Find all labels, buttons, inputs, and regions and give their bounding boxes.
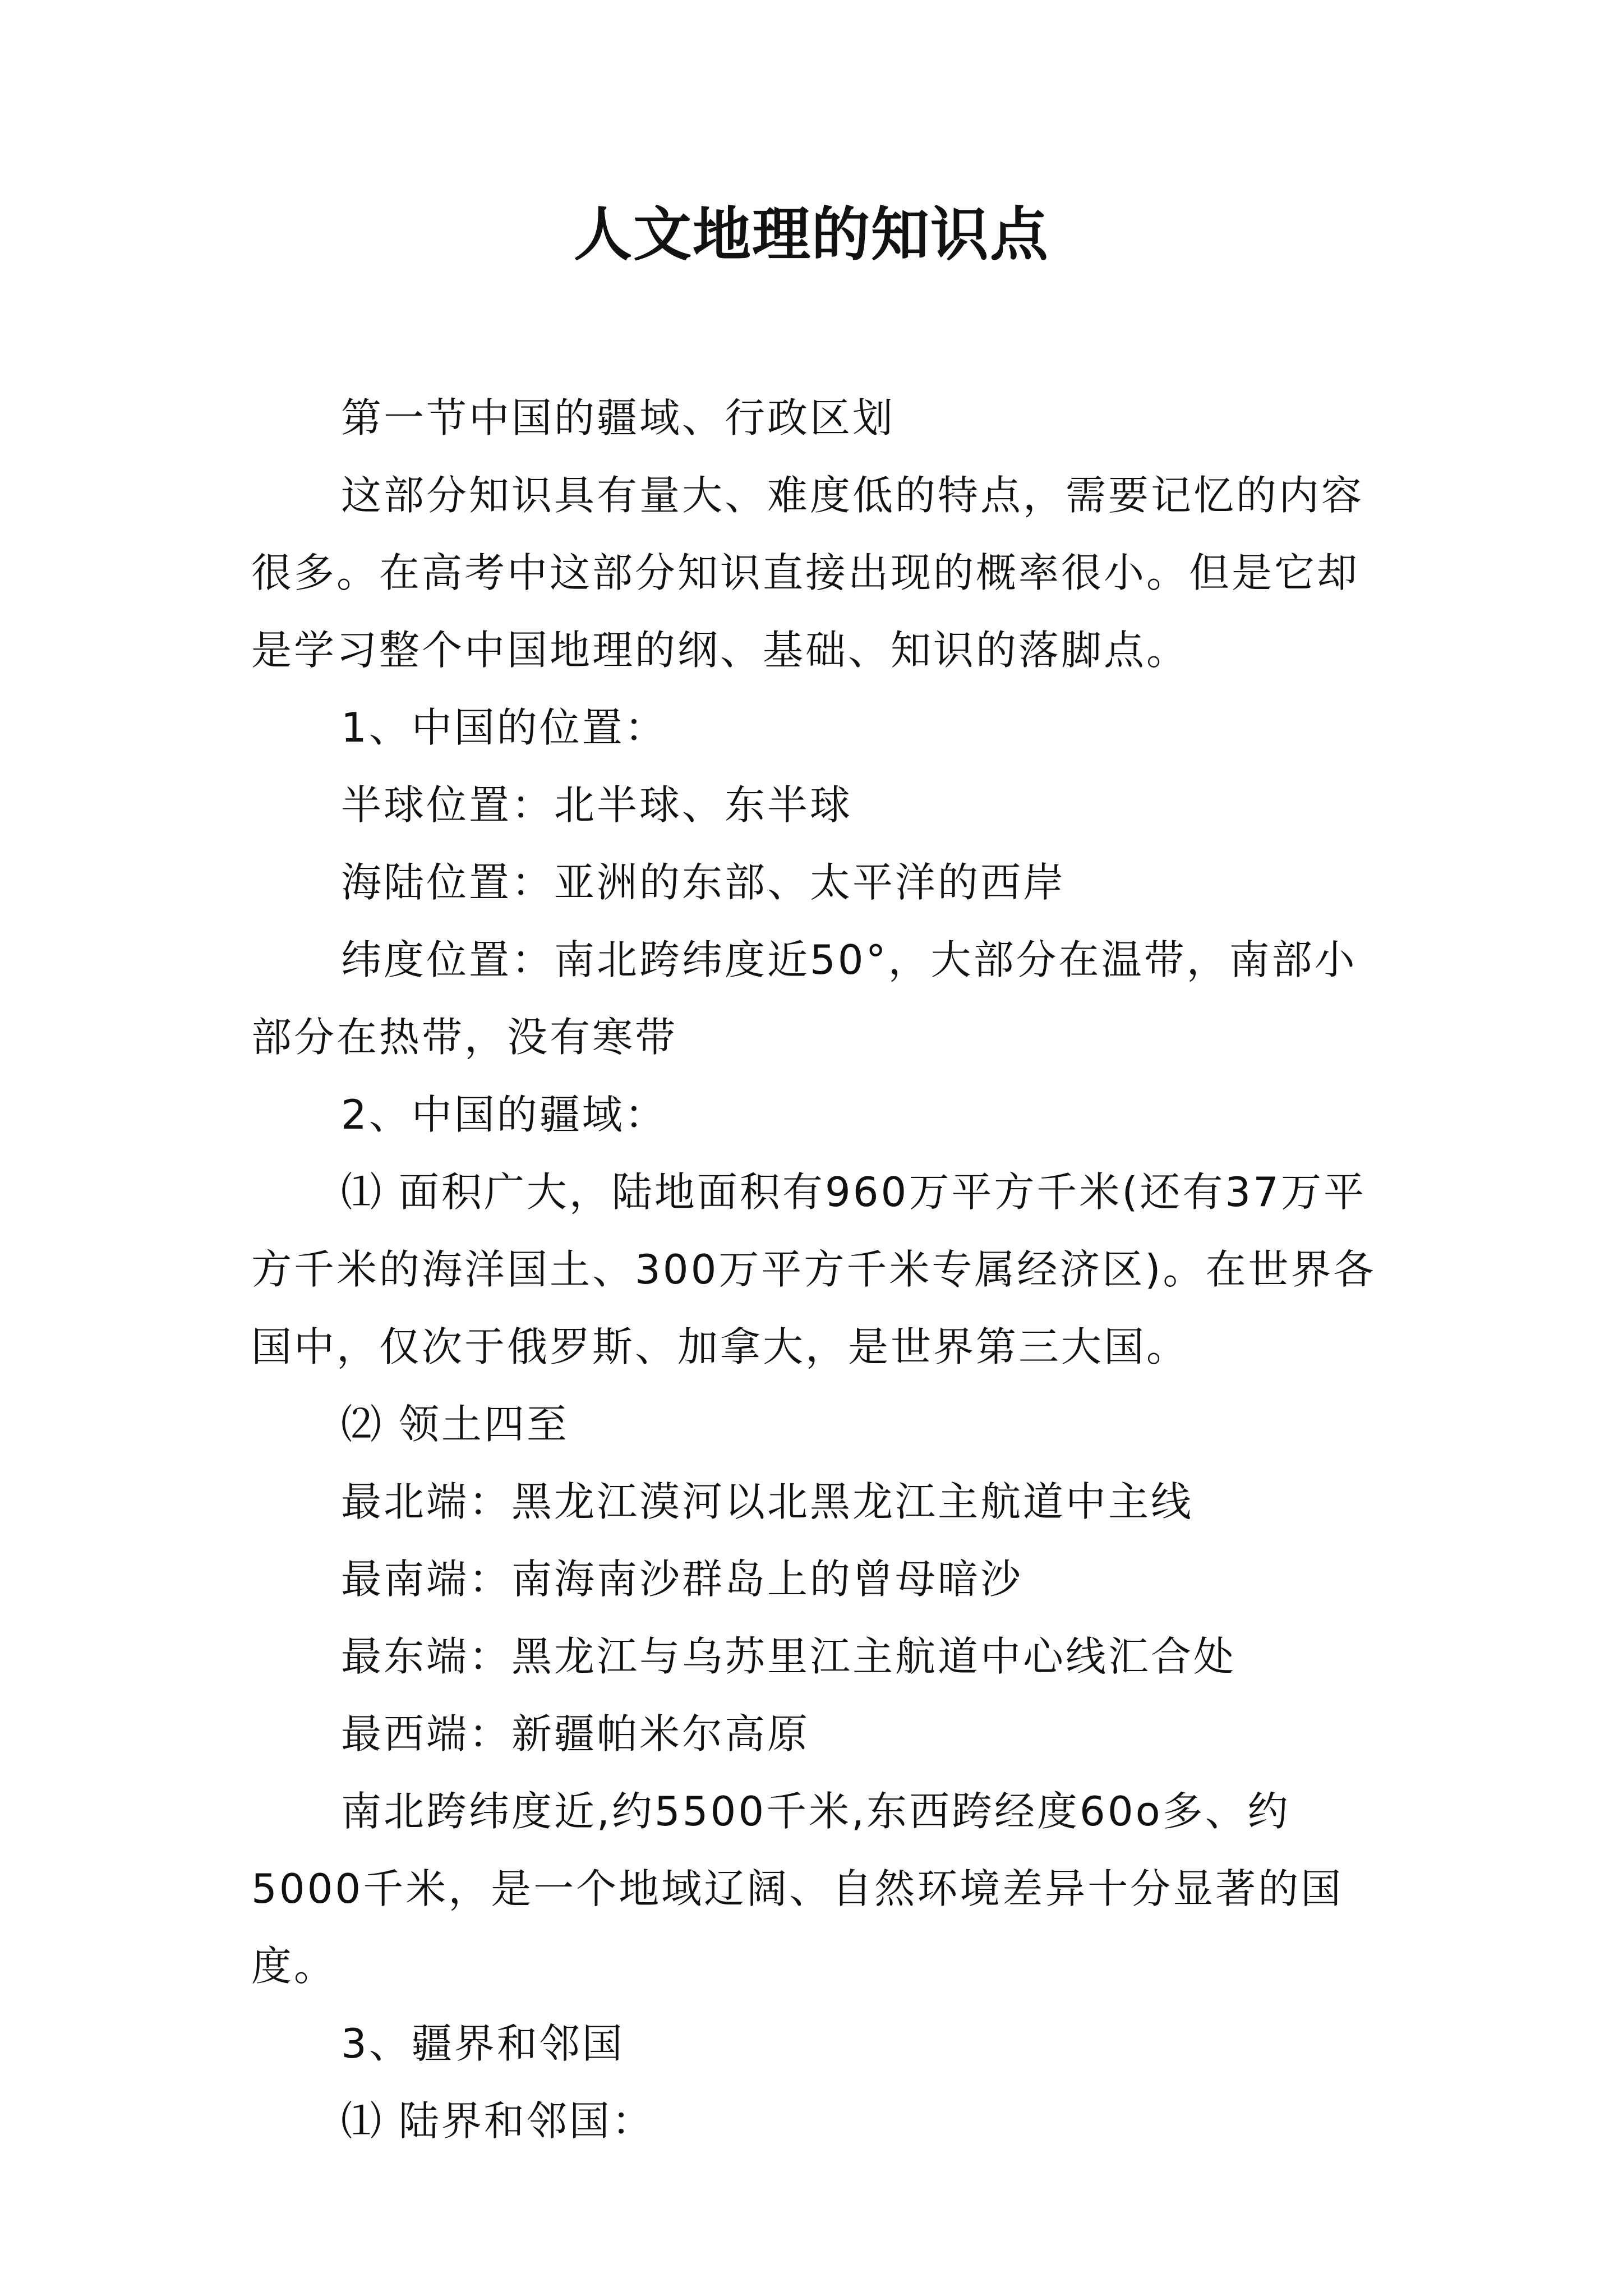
document-body [251, 379, 1390, 2160]
land-borders-heading: ⑴ 陆界和邻国： [341, 2097, 654, 2145]
area-paragraph: ⑴ 面积广大，陆地面积有960万平方千米(还有37万平方千米的海洋国土、300万平方千米专属经济区)。在世界各国中，仅次于俄罗斯、加拿大，是世界第三大国。 [251, 1168, 1376, 1370]
subheading-territory: 2、中国的疆域： [341, 1091, 667, 1138]
hemisphere-position: 半球位置：北半球、东半球 [341, 781, 853, 829]
section-heading: 第一节中国的疆域、行政区划 [341, 394, 896, 441]
latitude-position: 纬度位置：南北跨纬度近50°，大部分在温带，南部小部分在热带，没有寒带 [251, 936, 1357, 1061]
land-sea-position: 海陆位置：亚洲的东部、太平洋的西岸 [341, 859, 1066, 906]
southernmost-point: 最南端：南海南沙群岛上的曾母暗沙 [341, 1556, 1023, 1603]
intro-paragraph: 这部分知识具有量大、难度低的特点，需要记忆的内容很多。在高考中这部分知识直接出现的概率很小。但是它却是学习整个中国地理的纲、基础、知识的落脚点。 [251, 472, 1364, 674]
westernmost-point: 最西端：新疆帕米尔高原 [341, 1710, 810, 1757]
subheading-borders: 3、疆界和邻国 [341, 2020, 625, 2067]
easternmost-point: 最东端：黑龙江与乌苏里江主航道中心线汇合处 [341, 1633, 1237, 1680]
extremities-heading: ⑵ 领土四至 [341, 1401, 569, 1448]
subheading-location: 1、中国的位置： [341, 704, 667, 751]
northernmost-point: 最北端：黑龙江漠河以北黑龙江主航道中主线 [341, 1478, 1194, 1525]
document-title: 人文地理的知识点 [573, 200, 1049, 269]
span-paragraph: 南北跨纬度近,约5500千米,东西跨经度60o多、约5000千米，是一个地域辽阔、自然环境差异十分显著的国度。 [251, 1788, 1344, 1990]
